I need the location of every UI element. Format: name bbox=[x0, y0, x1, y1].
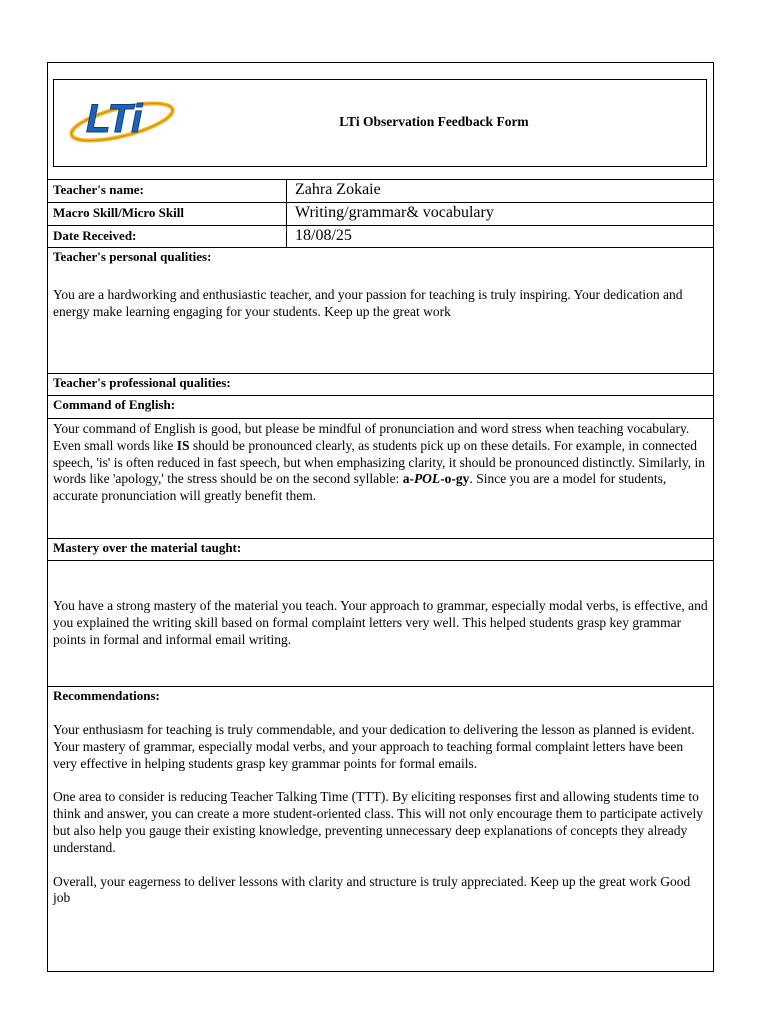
stress-example: a-POL-o-gy bbox=[402, 471, 470, 487]
teacher-name-row bbox=[47, 179, 714, 202]
skill-value: Writing/grammar& vocabulary bbox=[286, 203, 714, 225]
lti-logo bbox=[62, 88, 177, 146]
mastery-heading-row bbox=[47, 538, 714, 560]
command-english-heading: Command of English: bbox=[53, 397, 176, 412]
personal-qualities-text: You are a hardworking and enthusiastic teacher, and your passion for teaching is truly inspiring. Your dedication and energy make learning engaging for your students. Keep up the great work bbox=[53, 287, 683, 319]
date-value: 18/08/25 bbox=[286, 226, 714, 247]
command-english-text: Your command of English is good, but please be mindful of pronunciation and word stress when teaching vocabulary. Even small words like IS should be pronounced clearly, as students pick up on these details. For example, in connected speech, 'is' is often reduced in fast speech, but when emphasizing clarity, it should be pronounced distinctly. Similarly, in words like 'apology,' the stress should be on the second syllable: a-POL-o-gy. Since you are a model for students, accurate pronunciation will greatly benefit them. bbox=[53, 421, 705, 504]
personal-qualities-heading: Teacher's personal qualities: bbox=[53, 249, 212, 264]
word-is: IS bbox=[176, 437, 190, 453]
professional-qualities-row bbox=[47, 373, 714, 395]
command-english-section bbox=[47, 418, 714, 538]
recommendations-section bbox=[47, 686, 714, 972]
recommendations-paragraph-3: Overall, your eagerness to deliver lessons with clarity and structure is truly appreciated. Keep up the great work Good job bbox=[53, 873, 691, 906]
date-label: Date Received: bbox=[53, 228, 137, 243]
recommendations-heading: Recommendations: bbox=[53, 688, 160, 703]
personal-qualities-section bbox=[47, 247, 714, 373]
skill-label: Macro Skill/Micro Skill bbox=[53, 205, 184, 220]
recommendations-text bbox=[53, 722, 709, 907]
skill-row bbox=[47, 202, 714, 225]
form-header bbox=[53, 79, 707, 167]
date-row bbox=[47, 225, 714, 247]
teacher-name-label: Teacher's name: bbox=[53, 182, 144, 197]
recommendations-paragraph-1: Your enthusiasm for teaching is truly commendable, and your dedication to delivering the lesson as planned is evident. Your mastery of grammar, especially modal verbs, and your approach to teaching formal complaint letters have been very effective in helping students grasp key grammar points for formal emails. bbox=[53, 722, 695, 771]
recommendations-paragraph-2: One area to consider is reducing Teacher Talking Time (TTT). By eliciting responses first and allowing students time to think and answer, you can create a more student-oriented class. This will not only encourage them to participate actively but also help you gauge their existing knowledge, preventing unnecessary deep explanations of concepts they already understand. bbox=[53, 789, 703, 855]
form-title: LTi Observation Feedback Form bbox=[339, 114, 529, 129]
mastery-text: You have a strong mastery of the material you teach. Your approach to grammar, especially modal verbs, is effective, and you explained the writing skill based on formal complaint letters very well. This helped students grasp key grammar points in formal and informal email writing. bbox=[53, 598, 708, 647]
teacher-name-value: Zahra Zokaie bbox=[286, 180, 714, 202]
professional-qualities-heading: Teacher's professional qualities: bbox=[53, 375, 231, 390]
mastery-section bbox=[47, 560, 714, 686]
command-english-heading-row bbox=[47, 395, 714, 418]
svg-text:LTi: LTi bbox=[86, 97, 143, 141]
mastery-heading: Mastery over the material taught: bbox=[53, 540, 242, 555]
